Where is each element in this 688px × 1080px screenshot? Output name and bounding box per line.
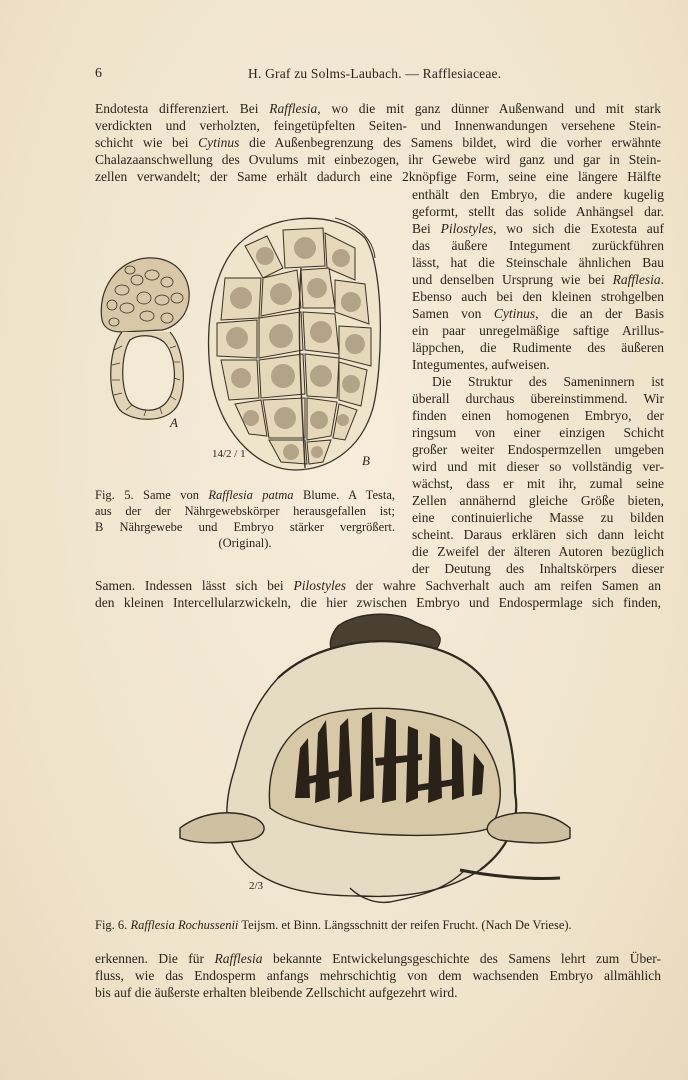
column-line: und denselben Ursprung wie bei Rafflesia. <box>412 272 664 287</box>
column-line: überall durchaus übereinstimmend. Wir <box>412 391 664 406</box>
caption-line: (Original). <box>218 536 272 550</box>
column-line: Bei Pilostyles, wo sich die Exotesta auf <box>412 221 665 236</box>
text-line: den kleinen Intercellularzwickeln, die hier zwischen Embryo und Endospermlage sich finden, <box>95 595 661 610</box>
text-line: verdickten und verholzten, feingetüpfelten Seiten- und Innenwandungen versehene Stein- <box>95 118 661 133</box>
figure6-scale: 2/3 <box>249 880 264 892</box>
column-line: wird und mit dieser so vollständig ver- <box>412 459 664 474</box>
caption-line: aus der der Nährgewebskörper herausgefallen ist; <box>95 504 395 518</box>
text-line: erkennen. Die für Rafflesia bekannte Entwickelungsgeschichte des Samens lehrt zum Über- <box>95 951 661 966</box>
caption-line: Fig. 5. Same von Rafflesia patma Blume. A Testa, <box>95 488 396 502</box>
text-line: Samen. Indessen lässt sich bei Pilostyles der wahre Sachverhalt auch am reifen Samen an <box>95 578 661 593</box>
column-line: wächst, dass er mit ihr, zumal seine <box>412 476 664 491</box>
column-line: das äußere Integument zurückführen <box>412 238 664 253</box>
running-title: H. Graf zu Solms-Laubach. — Rafflesiaceae. <box>248 66 502 81</box>
text-line: fluss, wie das Endosperm anfangs mehrschichtig von dem wachsenden Embryo allmählich <box>95 968 661 983</box>
column-line: läppchen, die Rudimente des äußeren <box>412 340 664 355</box>
text-line: schicht wie bei Cytinus die Außenbegrenzung des Samens bildet, wird die vorher erwähnte <box>95 135 662 150</box>
column-line: finden einen homogenen Embryo, der <box>412 408 664 423</box>
column-line: Ebenso auch bei den kleinen strohgelben <box>412 289 664 304</box>
column-line: der Deutung des Inhaltskörpers dieser <box>412 561 664 576</box>
text-line: Chalazaanschwellung des Ovulums mit einbezogen, ihr Gewebe wird ganz und gar in Stein- <box>95 152 661 167</box>
text-line: zellen verwandelt; der Same erhält dadurch eine 2knöpfige Form, seine eine längere Hälfte <box>95 169 661 184</box>
column-line: scheint. Daraus erklären sich dann leicht <box>412 527 664 542</box>
figure5-label-a: A <box>170 415 178 430</box>
column-line: geformt, stellt das solide Anhängsel dar. <box>412 204 664 219</box>
page-number: 6 <box>95 66 102 81</box>
figure5-caption <box>95 487 395 551</box>
column-line: lässt, hat die Steinschale ähnlichen Bau <box>412 255 664 270</box>
figure5-label-b: B <box>362 453 370 468</box>
column-line: enthält den Embryo, die andere kugelig <box>412 187 664 202</box>
figure6-fruit-section-illustration <box>160 608 590 908</box>
column-line: Samen von Cytinus, die an der Basis <box>412 306 664 321</box>
figure5-endosperm-illustration <box>205 208 387 478</box>
figure5-testa-illustration <box>92 250 202 430</box>
column-line: Zellen annähernd gleiche Größe bieten, <box>412 493 664 508</box>
column-line: eine continuierliche Masse zu bilden <box>412 510 664 525</box>
column-line: ringsum von einer einzigen Schicht <box>412 425 664 440</box>
column-line: Integumentes, aufweisen. <box>412 357 550 372</box>
column-line: die Zweifel der älteren Autoren bezüglich <box>412 544 664 559</box>
figure6-caption: Fig. 6. Rafflesia Rochussenii Teijsm. et Binn. Längsschnitt der reifen Frucht. (Nach De Vriese). <box>95 918 572 932</box>
column-line: Die Struktur des Sameninnern ist <box>432 374 664 389</box>
text-line: bis auf die äußerste erhalten bleibende Zellschicht aufgezehrt wird. <box>95 985 458 1000</box>
column-line: großer weiter Endospermzellen umgeben <box>412 442 664 457</box>
figure5-scale: 14/2 / 1 <box>212 448 246 460</box>
column-line: ein paar unregelmäßige saftige Arillus- <box>412 323 664 338</box>
caption-line: B Nährgewebe und Embryo stärker vergrößert. <box>95 520 395 534</box>
text-line: Endotesta differenziert. Bei Rafflesia, wo die mit ganz dünner Außenwand und mit stark <box>95 101 661 116</box>
